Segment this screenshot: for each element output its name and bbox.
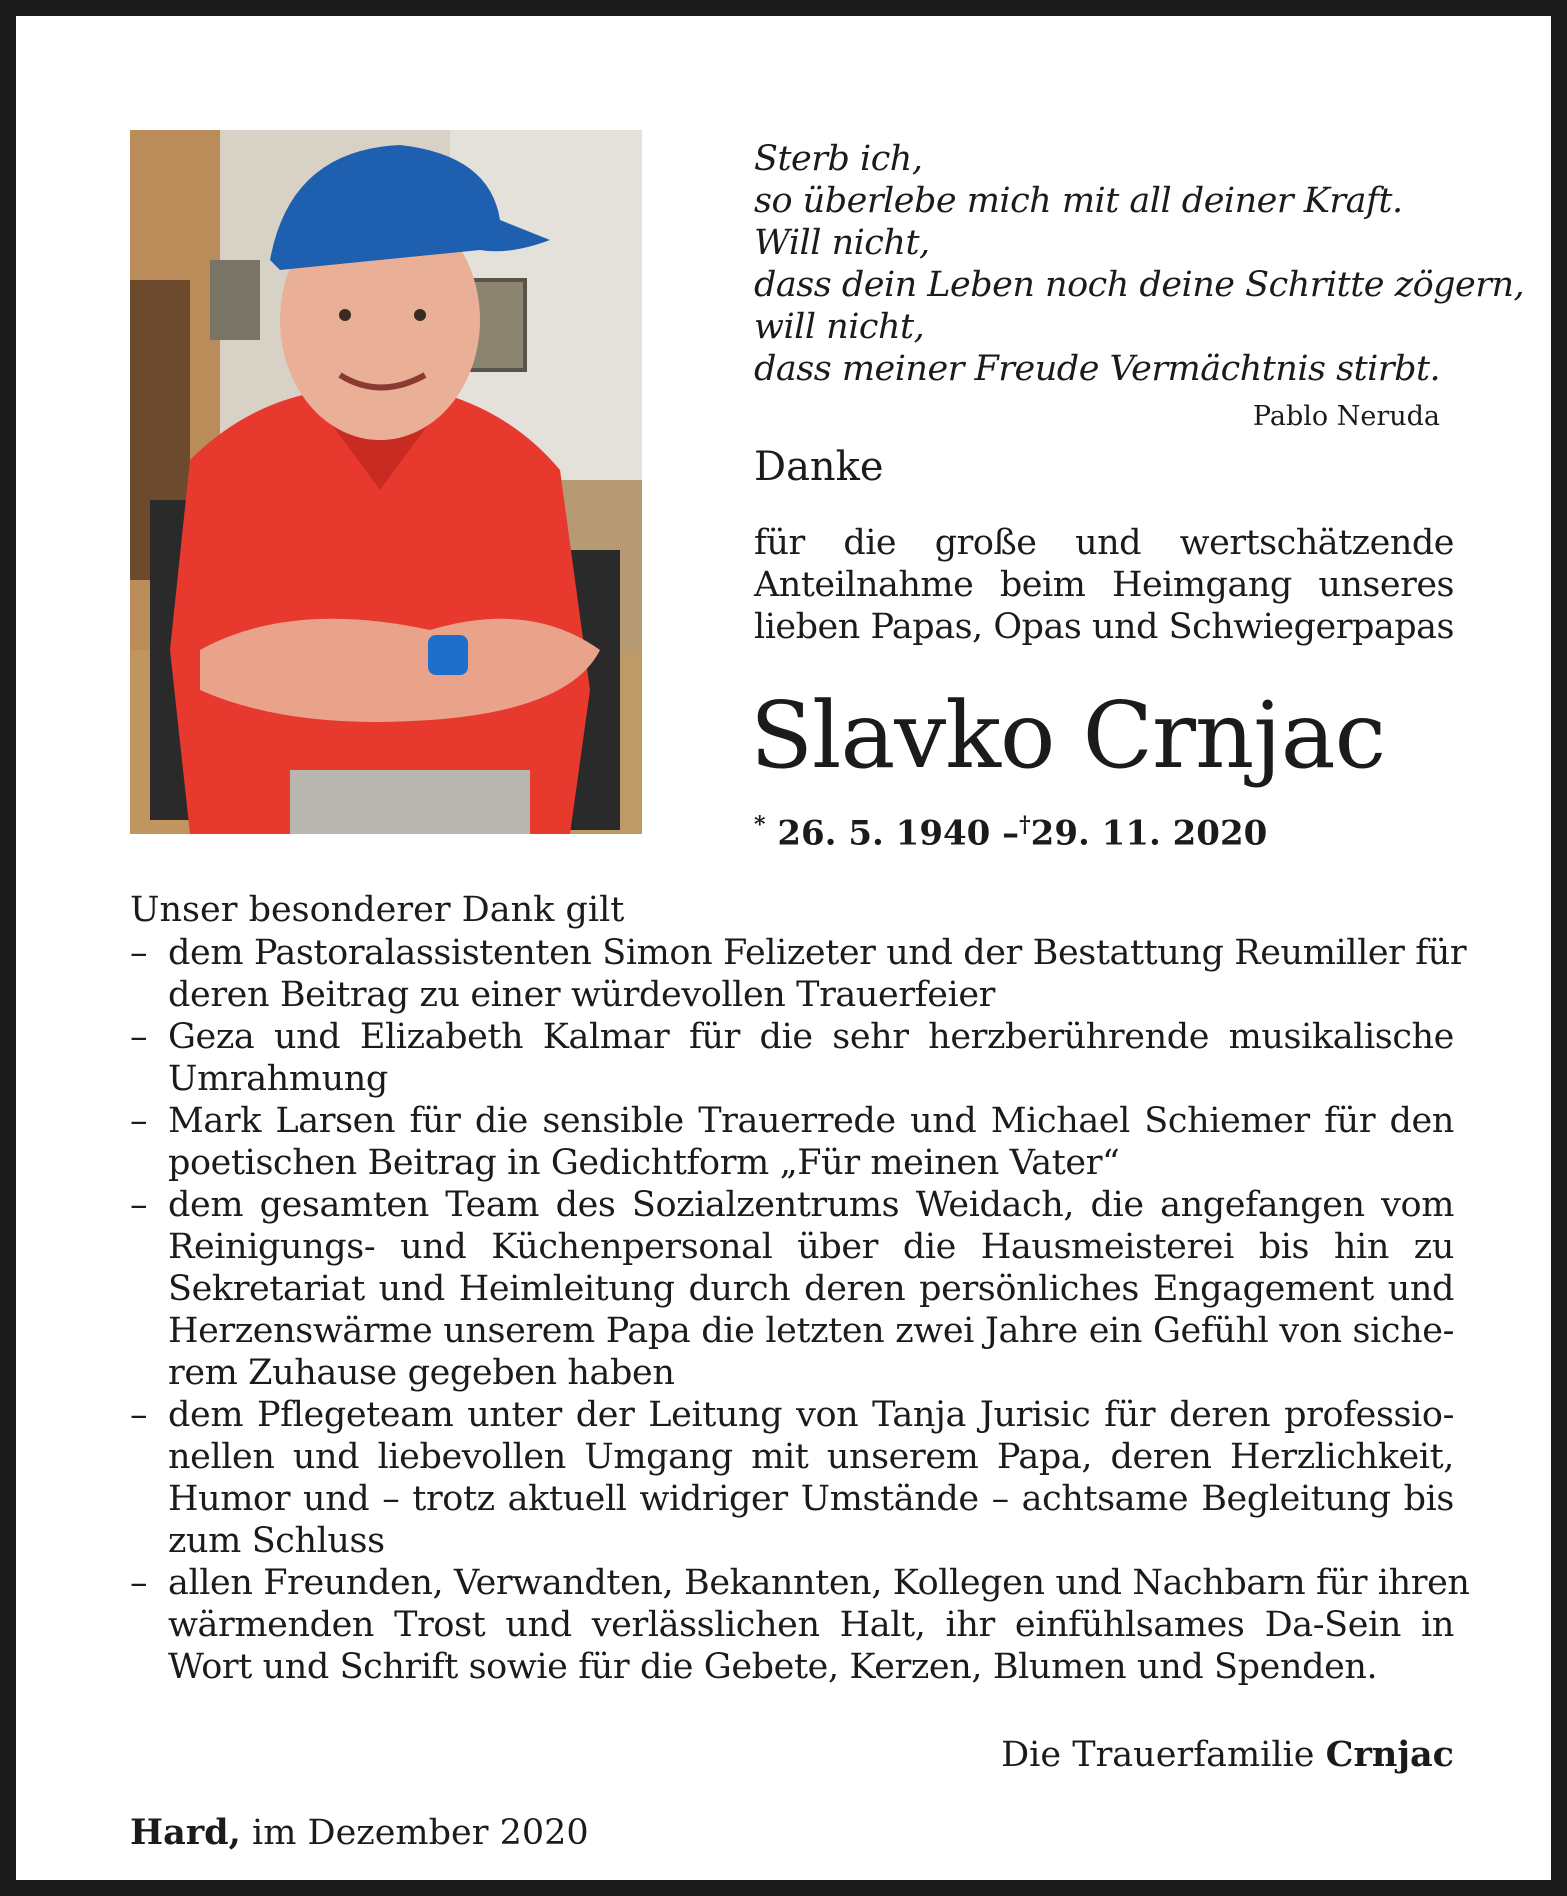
acknowledgement-line: Sekretariat und Heimleitung durch deren persönliches Engagement und xyxy=(168,1269,1454,1309)
acknowledgement-line: wärmenden Trost und verlässlichen Halt, ihr einfühlsames Da-Sein in xyxy=(168,1605,1454,1645)
dash-bullet: – xyxy=(130,1563,148,1603)
poem-author: Pablo Neruda xyxy=(1252,401,1440,432)
acknowledgement-line: nellen und liebevollen Umgang mit unserem Papa, deren Herzlichkeit, xyxy=(168,1437,1454,1477)
poem-line: so überlebe mich mit all deiner Kraft. xyxy=(754,181,1403,221)
place-date-text: im Dezember 2020 xyxy=(252,1813,589,1853)
acknowledgement-item xyxy=(130,1184,1454,1394)
acknowledgement-line: Reinigungs- und Küchenpersonal über die Hausmeisterei bis hin zu xyxy=(168,1227,1454,1267)
acknowledgement-item xyxy=(130,1100,1454,1184)
acknowledgement-line: Humor und – trotz aktuell widriger Umstände – achtsame Begleitung bis xyxy=(168,1479,1454,1519)
acknowledgement-line: rem Zuhause gegeben haben xyxy=(168,1353,675,1393)
poem-line: will nicht, xyxy=(754,307,925,347)
acknowledgement-line: Mark Larsen für die sensible Trauerrede und Michael Schiemer für den xyxy=(168,1101,1454,1141)
acknowledgement-item xyxy=(130,1394,1454,1562)
thanks-heading: Danke xyxy=(754,444,884,490)
acknowledgement-line: dem Pflegeteam unter der Leitung von Tanja Jurisic für deren professio- xyxy=(168,1395,1454,1435)
birth-date: 26. 5. 1940 xyxy=(777,813,991,854)
dash-bullet: – xyxy=(130,933,148,973)
intro-line: für die große und wertschätzende xyxy=(754,523,1454,563)
birth-symbol: * xyxy=(754,812,766,838)
acknowledgement-line: zum Schluss xyxy=(168,1521,385,1561)
signature-prefix: Die Trauerfamilie xyxy=(1001,1735,1315,1775)
signature xyxy=(754,1734,1454,1775)
poem-line: Sterb ich, xyxy=(754,139,923,179)
acknowledgement-line: Umrahmung xyxy=(168,1059,388,1099)
acknowledgement-line: poetischen Beitrag in Gedichtform „Für meinen Vater“ xyxy=(168,1143,1120,1183)
intro-line: Anteilnahme beim Heimgang unseres xyxy=(754,565,1454,605)
date-separator: – xyxy=(1002,813,1020,854)
dash-bullet: – xyxy=(130,1395,148,1435)
place-date xyxy=(130,1812,589,1853)
portrait-photo xyxy=(130,130,642,834)
acknowledgement-line: dem gesamten Team des Sozialzentrums Weidach, die angefangen vom xyxy=(168,1185,1454,1225)
place-town: Hard, xyxy=(130,1812,241,1853)
death-symbol: † xyxy=(1019,812,1031,838)
acknowledgement-line: Geza und Elizabeth Kalmar für die sehr herzberührende musikalische xyxy=(168,1017,1454,1057)
acknowledgement-line: allen Freunden, Verwandten, Bekannten, Kollegen und Nachbarn für ihren xyxy=(168,1563,1470,1603)
acknowledgement-line: deren Beitrag zu einer würdevollen Trauerfeier xyxy=(168,975,995,1015)
poem-line: dass dein Leben noch deine Schritte zögern, xyxy=(754,265,1525,305)
acknowledgement-line: Wort und Schrift sowie für die Gebete, Kerzen, Blumen und Spenden. xyxy=(168,1647,1378,1687)
poem-line: Will nicht, xyxy=(754,223,930,263)
acknowledgement-item xyxy=(130,1016,1454,1100)
dash-bullet: – xyxy=(130,1101,148,1141)
poem-line: dass meiner Freude Vermächtnis stirbt. xyxy=(754,349,1441,389)
obituary-page xyxy=(16,16,1551,1880)
death-date: 29. 11. 2020 xyxy=(1030,813,1268,854)
dash-bullet: – xyxy=(130,1017,148,1057)
thanks-intro xyxy=(754,522,1454,648)
signature-family: Crnjac xyxy=(1325,1734,1454,1775)
acknowledgement-line: dem Pastoralassistenten Simon Felizeter und der Bestattung Reumiller für xyxy=(168,933,1467,973)
poem xyxy=(754,138,1525,390)
life-dates xyxy=(754,812,1267,853)
acknowledgement-line: Herzenswärme unserem Papa die letzten zwei Jahre ein Gefühl von siche- xyxy=(168,1311,1454,1351)
acknowledgement-item xyxy=(130,932,1467,1016)
acknowledgement-item xyxy=(130,1562,1470,1688)
deceased-name: Slavko Crnjac xyxy=(750,682,1386,789)
acknowledgements-list xyxy=(130,932,1470,1688)
dash-bullet: – xyxy=(130,1185,148,1225)
acknowledgements-lead: Unser besonderer Dank gilt xyxy=(130,890,625,930)
intro-line: lieben Papas, Opas und Schwiegerpapas xyxy=(754,607,1454,647)
